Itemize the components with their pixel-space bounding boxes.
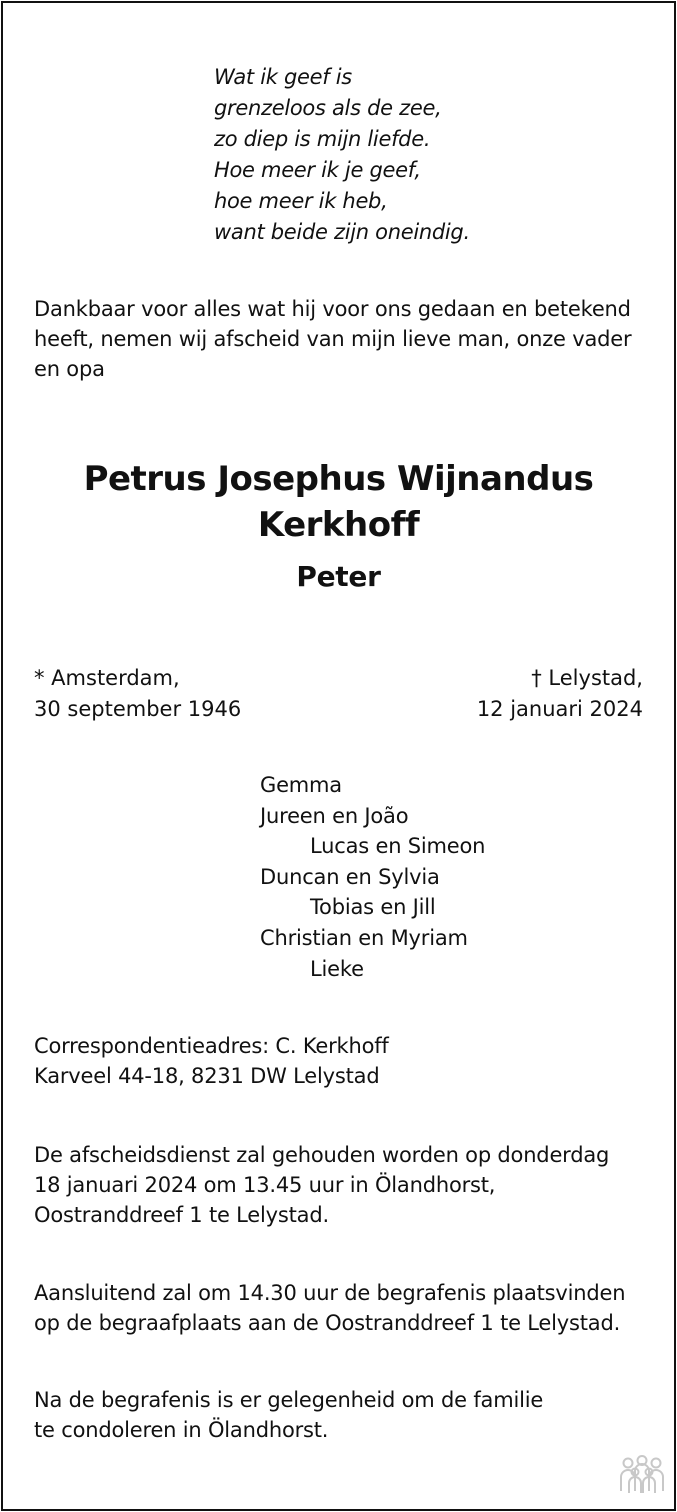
poem-line: Hoe meer ik je geef, xyxy=(214,158,421,182)
deceased-name-line1: Petrus Josephus Wijnandus xyxy=(83,459,594,499)
condolence-info xyxy=(34,1385,654,1445)
people-group-icon xyxy=(618,1455,666,1497)
poem-line: hoe meer ik heb, xyxy=(214,189,388,213)
birth-info xyxy=(34,663,241,725)
family-member: Gemma xyxy=(260,773,342,797)
death-info xyxy=(477,663,643,725)
birth-place: * Amsterdam, xyxy=(34,666,180,690)
condolence-line: te condoleren in Ölandhorst. xyxy=(34,1418,329,1442)
poem-line: zo diep is mijn liefde. xyxy=(214,127,431,151)
poem xyxy=(214,62,470,248)
family-member-child: Tobias en Jill xyxy=(310,895,436,920)
service-info xyxy=(34,1140,654,1230)
intro-line: heeft, nemen wij afscheid van mijn lieve man, onze vader xyxy=(34,327,632,351)
intro-line: Dankbaar voor alles wat hij voor ons gedaan en betekend xyxy=(34,297,631,321)
birth-date: 30 september 1946 xyxy=(34,697,242,721)
family-member: Jureen en João xyxy=(260,803,409,828)
poem-line: Wat ik geef is xyxy=(214,65,352,89)
condolence-line: Na de begrafenis is er gelegenheid om de familie xyxy=(34,1388,544,1412)
intro-line: en opa xyxy=(34,357,105,381)
correspondence-address xyxy=(34,1031,654,1091)
burial-line: Aansluitend zal om 14.30 uur de begrafenis plaatsvinden xyxy=(34,1281,626,1305)
family-member-child: Lucas en Simeon xyxy=(310,834,486,859)
service-line: Oostranddreef 1 te Lelystad. xyxy=(34,1203,329,1227)
service-line: De afscheidsdienst zal gehouden worden op donderdag xyxy=(34,1143,610,1167)
correspondence-line: Correspondentieadres: C. Kerkhoff xyxy=(34,1034,389,1058)
service-line: 18 januari 2024 om 13.45 uur in Ölandhorst, xyxy=(34,1173,496,1197)
deceased-name-line2: Kerkhoff xyxy=(257,505,420,545)
deceased-nickname: Peter xyxy=(296,560,381,593)
poem-line: want beide zijn oneindig. xyxy=(214,220,470,244)
family-member: Duncan en Sylvia xyxy=(260,864,440,889)
family-list xyxy=(260,770,485,984)
family-member-child: Lieke xyxy=(310,956,364,981)
poem-line: grenzeloos als de zee, xyxy=(214,96,442,120)
death-place: † Lelystad, xyxy=(531,666,643,690)
death-date: 12 januari 2024 xyxy=(476,697,643,721)
intro-text xyxy=(34,294,654,384)
burial-line: op de begraafplaats aan de Oostranddreef 1 te Lelystad. xyxy=(34,1311,621,1335)
family-member: Christian en Myriam xyxy=(260,925,468,950)
burial-info xyxy=(34,1278,654,1338)
correspondence-line: Karveel 44-18, 8231 DW Lelystad xyxy=(34,1064,380,1088)
